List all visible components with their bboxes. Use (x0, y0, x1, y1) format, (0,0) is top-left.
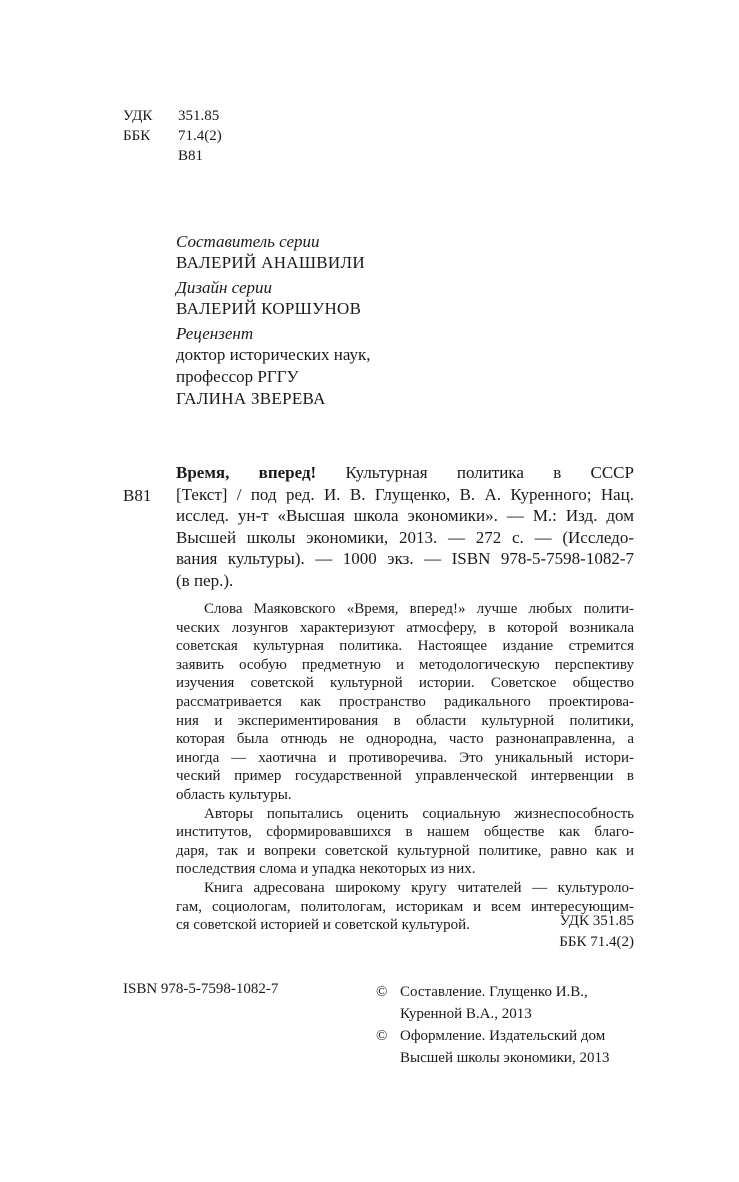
annotation-line: ческих лозунгов характеризуют атмосферу, в которой возникала (176, 619, 634, 636)
author-mark: В81 (178, 148, 204, 164)
bib-line: (в пер.). (176, 570, 234, 590)
reviewer-degree: доктор исторических наук, (176, 345, 371, 364)
udk-label: УДК (123, 108, 153, 124)
bib-line: Высшей школы экономики, 2013. — 272 с. — (Исследо- (176, 527, 634, 547)
copyright-line: Составление. Глущенко И.В., (400, 984, 588, 1000)
copyright-entry (376, 981, 609, 1003)
bib-line (176, 462, 634, 484)
reviewer-name: ГАЛИНА ЗВЕРЕВА (176, 389, 326, 408)
isbn: ISBN 978-5-7598-1082-7 (123, 981, 279, 997)
reviewer-position: профессор РГГУ (176, 367, 299, 386)
credits-block (176, 232, 371, 410)
annotation-line: область культуры. (176, 786, 292, 803)
copyright-line: Оформление. Издательский дом (400, 1028, 606, 1044)
udk-index: УДК 351.85 (559, 913, 634, 929)
series-design-name: ВАЛЕРИЙ КОРШУНОВ (176, 299, 362, 318)
bbk-index: ББК 71.4(2) (559, 934, 634, 950)
bib-line: исслед. ун-т «Высшая школа экономики». — М.: Изд. дом (176, 506, 634, 525)
bib-line: [Текст] / под ред. И. В. Глущенко, В. А. Куренного; Нац. (176, 484, 634, 504)
udk-value: 351.85 (178, 108, 220, 124)
udk-row (123, 106, 219, 126)
annotation-line: ния и экспериментирования в области культурной политики, (176, 712, 634, 729)
copyright-line: Высшей школы экономики, 2013 (400, 1050, 610, 1066)
copyright-entry-cont (376, 1047, 609, 1069)
index-block (559, 911, 634, 953)
copyright-line: Куренной В.А., 2013 (400, 1006, 532, 1022)
series-design-role: Дизайн серии (176, 278, 272, 297)
annotation (176, 600, 634, 935)
bib-line: вания культуры). — 1000 экз. — ISBN 978-5-7598-1082-7 (176, 549, 634, 568)
annotation-line: рассматривается как пространство радикального проектирова- (176, 693, 634, 710)
annotation-line: Авторы попытались оценить социальную жизнеспособность (204, 805, 634, 822)
author-mark-row (123, 146, 203, 166)
reviewer-role: Рецензент (176, 324, 254, 343)
book-subtitle: Культурная политика в СССР (316, 463, 634, 482)
copyright-block (376, 981, 609, 1069)
bbk-row (123, 126, 222, 146)
annotation-line: ческий пример государственной управленческой интервенции в (176, 768, 634, 785)
book-title: Время, вперед! (176, 463, 317, 482)
bib-code: В81 (123, 486, 152, 505)
bibliographic-description (176, 462, 634, 591)
copyright-entry-cont (376, 1003, 609, 1025)
series-compiler-name: ВАЛЕРИЙ АНАШВИЛИ (176, 253, 365, 272)
annotation-line: Книга адресована широкому кругу читателей — культуроло- (204, 879, 634, 896)
annotation-line: изучения советской культурной истории. Советское общество (176, 675, 634, 692)
copyright-symbol: © (376, 984, 388, 1000)
copyright-symbol: © (376, 1028, 388, 1044)
annotation-line: которая была отнюдь не однородна, часто разнонаправленна, а (176, 731, 634, 748)
annotation-line: иногда — хаотична и противоречива. Это уникальный истори- (176, 749, 634, 766)
bbk-value: 71.4(2) (178, 128, 222, 144)
annotation-line: заявить особую предметную и методологическую перспективу (176, 656, 634, 673)
annotation-line: последствия слома и упадка некоторых из них. (176, 861, 476, 878)
annotation-line: Слова Маяковского «Время, вперед!» лучше любых полити- (204, 601, 634, 617)
series-compiler-role: Составитель серии (176, 232, 320, 251)
copyright-entry (376, 1025, 609, 1047)
annotation-line: ся советской историей и советской культурой. (176, 917, 470, 934)
annotation-line: даря, так и вопреки советской культурной политике, равно как и (176, 842, 634, 859)
annotation-line: институтов, сформировавшихся в нашем обществе как благо- (176, 824, 634, 841)
annotation-line: гам, социологам, политологам, историкам и всем интересующим- (176, 898, 634, 915)
annotation-line: советская культурная политика. Настоящее издание стремится (176, 638, 634, 655)
bbk-label: ББК (123, 128, 151, 144)
